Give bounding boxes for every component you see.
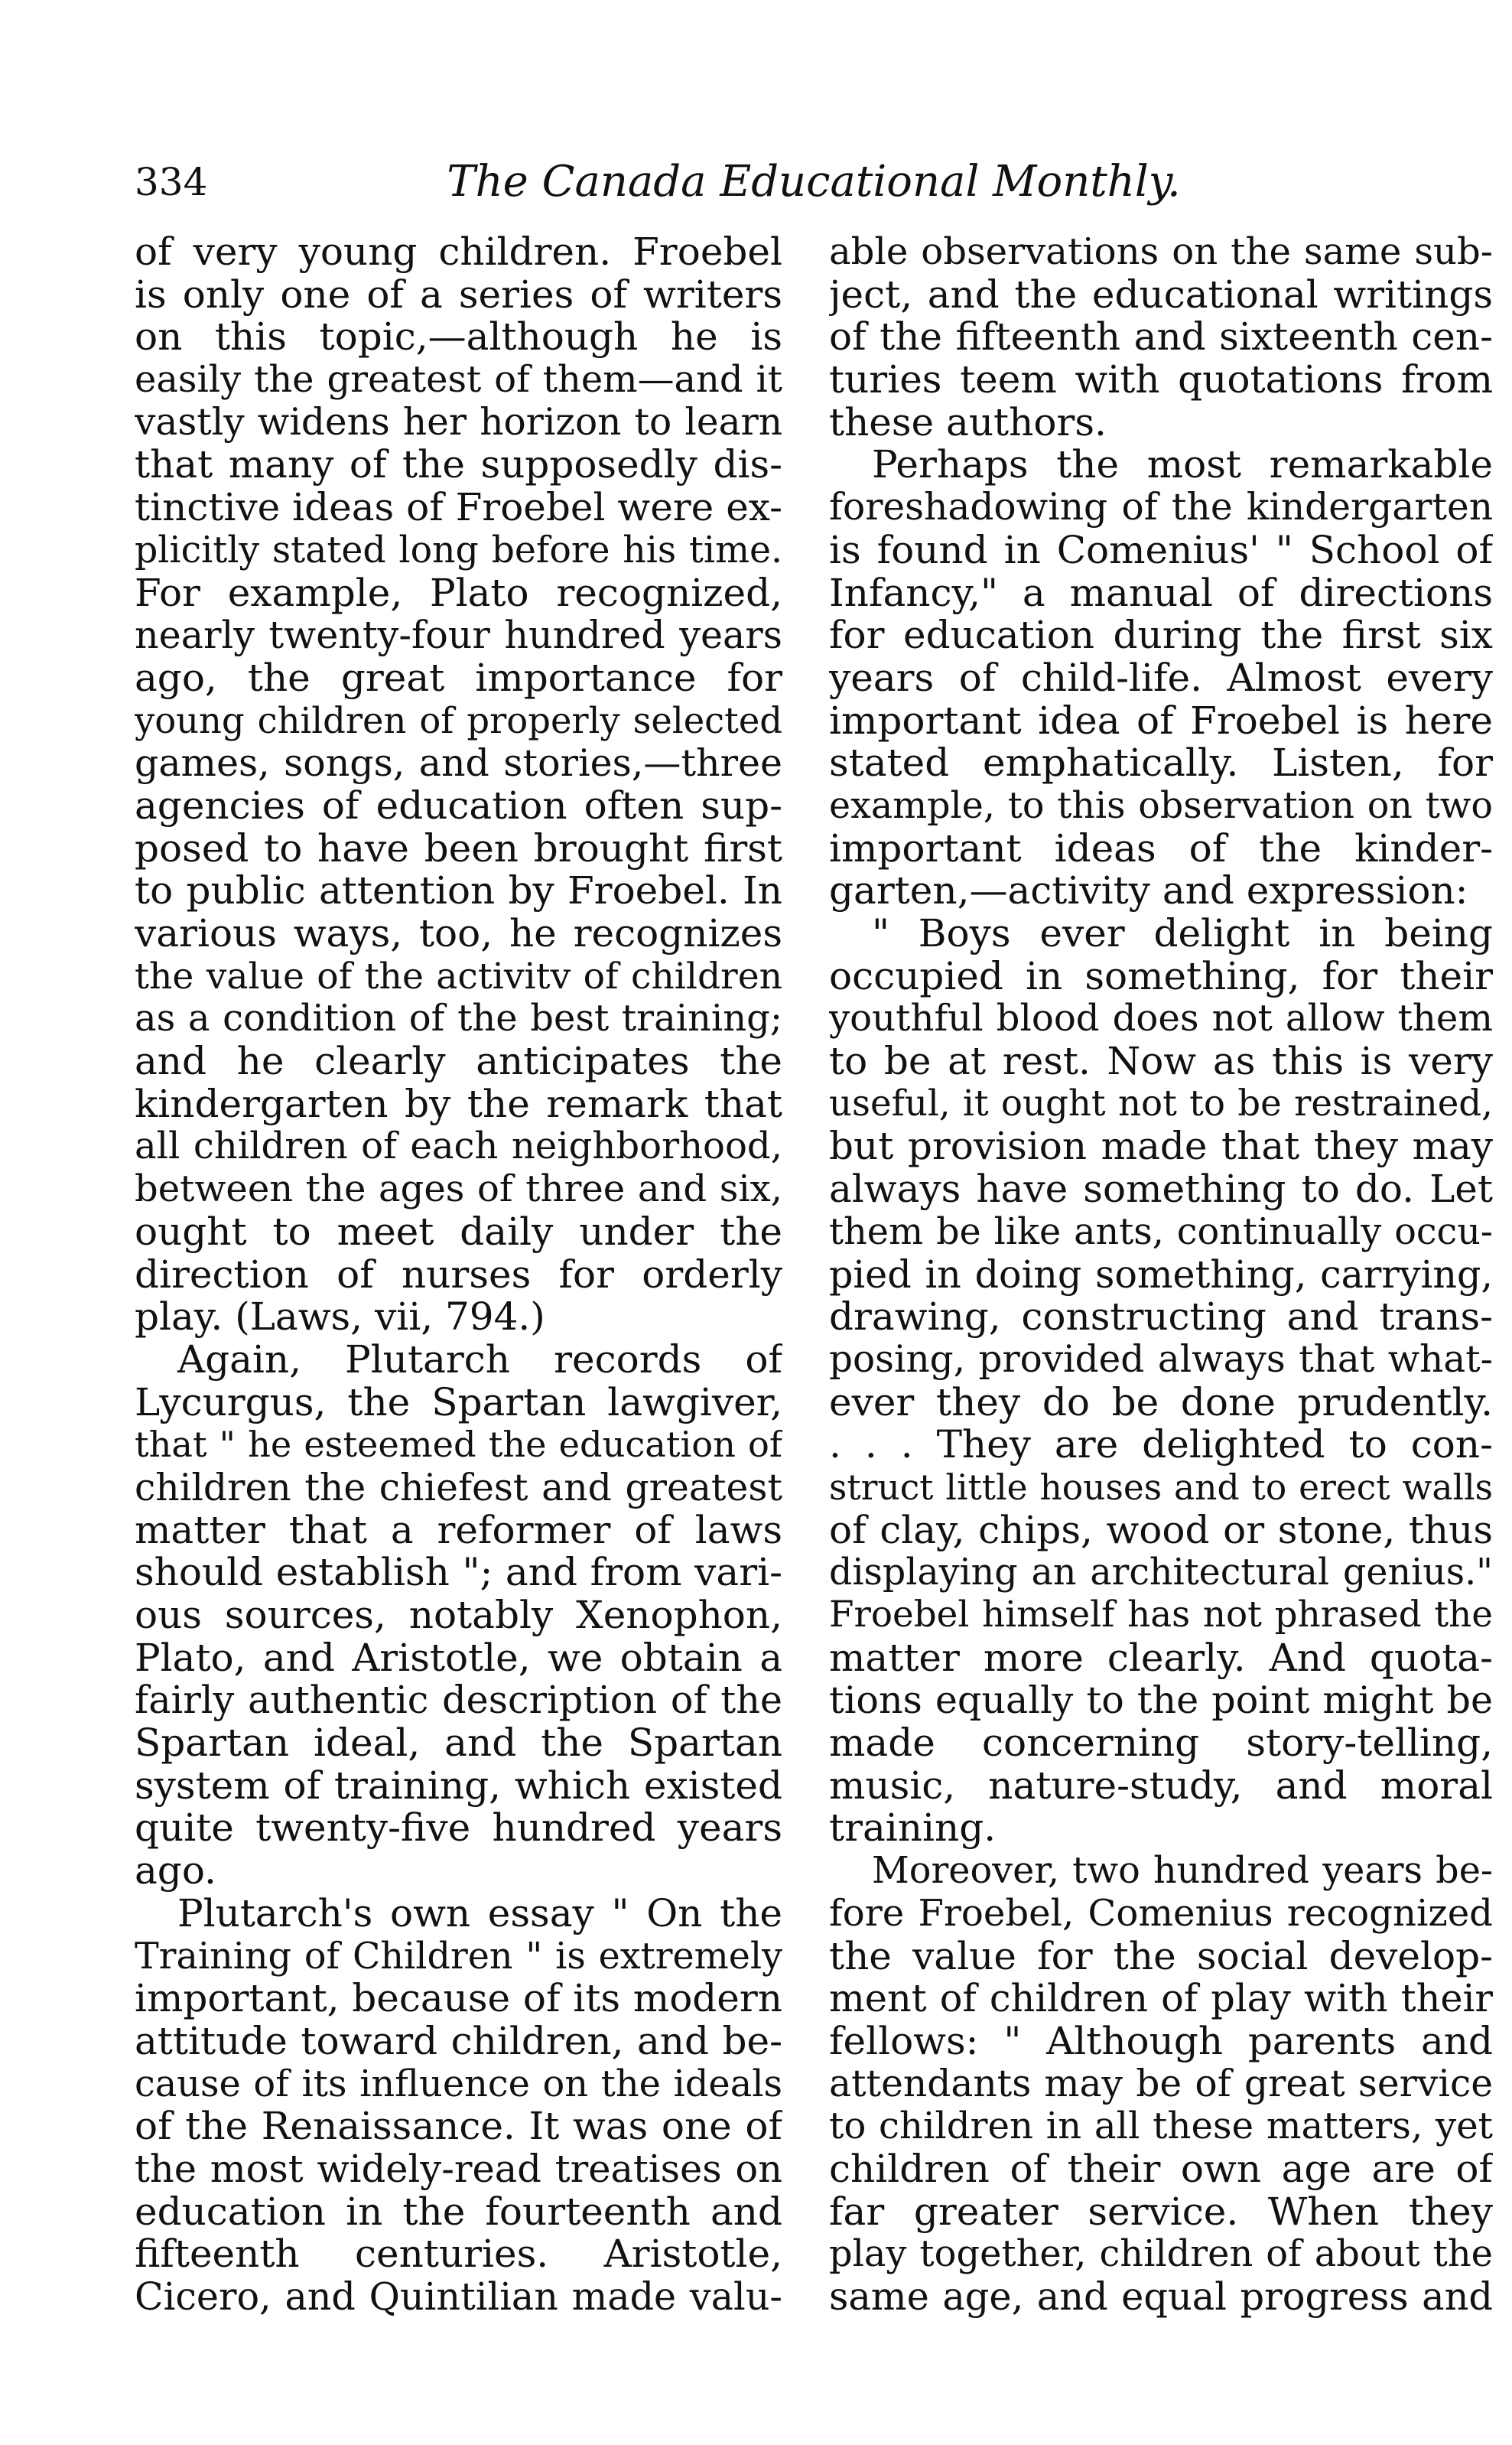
text-line: same age, and equal progress and <box>829 2276 1493 2319</box>
text-line: that many of the supposedly dis- <box>135 444 782 487</box>
text-line: . . . They are delighted to con- <box>829 1424 1493 1467</box>
text-line: able observations on the same sub- <box>829 231 1493 273</box>
page-header <box>135 151 1493 213</box>
text-line: occupied in something, for their <box>829 955 1493 998</box>
text-line: Perhaps the most remarkable <box>872 444 1493 487</box>
text-line: struct little houses and to erect walls <box>829 1467 1493 1508</box>
text-line: ever they do be done prudently. <box>829 1381 1493 1424</box>
text-line: fairly authentic description of the <box>135 1679 782 1723</box>
text-line: the value for the social develop- <box>829 1935 1493 1978</box>
text-line: all children of each neighborhood, <box>135 1125 782 1168</box>
text-line: Cicero, and Quintilian made valu- <box>135 2276 782 2319</box>
text-line: and he clearly anticipates the <box>135 1040 782 1083</box>
text-line: the most widely-read treatises on <box>135 2147 782 2191</box>
text-line: fifteenth centuries. Aristotle, <box>135 2233 782 2276</box>
text-line: Lycurgus, the Spartan lawgiver, <box>135 1381 782 1424</box>
text-line: cause of its influence on the ideals <box>135 2062 782 2105</box>
text-line: ject, and the educational writings <box>829 273 1493 317</box>
text-line: important idea of Froebel is here <box>829 699 1493 743</box>
text-line: foreshadowing of the kindergarten <box>829 487 1493 529</box>
text-line: tinctive ideas of Froebel were ex- <box>135 487 782 529</box>
text-line: posed to have been brought first <box>135 827 782 871</box>
text-line: system of training, which existed <box>135 1764 782 1808</box>
text-line: vastly widens her horizon to learn <box>135 401 782 444</box>
text-line: that " he esteemed the education of <box>135 1424 782 1466</box>
text-line: posing, provided always that what- <box>829 1338 1493 1381</box>
text-line: to be at rest. Now as this is very <box>829 1040 1493 1083</box>
text-line: attendants may be of great service <box>829 2062 1493 2105</box>
text-line: them be like ants, continually occu- <box>829 1210 1493 1253</box>
text-line: fore Froebel, Comenius recognized <box>829 1892 1493 1935</box>
text-line: Spartan ideal, and the Spartan <box>135 1722 782 1765</box>
text-line: easily the greatest of them—and it <box>135 359 782 402</box>
text-line: kindergarten by the remark that <box>135 1083 782 1126</box>
text-line: fellows: " Although parents and <box>829 2020 1493 2063</box>
text-line: is found in Comenius' " School of <box>829 529 1493 572</box>
text-line: but provision made that they may <box>829 1125 1493 1169</box>
text-line: Froebel himself has not phrased the <box>829 1594 1493 1636</box>
text-line: Moreover, two hundred years be- <box>872 1850 1493 1893</box>
text-line: children of their own age are of <box>829 2147 1493 2191</box>
text-line: of the fifteenth and sixteenth cen- <box>829 316 1493 360</box>
text-line: agencies of education often sup- <box>135 784 782 828</box>
page-number: 334 <box>135 160 208 204</box>
text-line: music, nature-study, and moral <box>829 1764 1493 1808</box>
text-line: of the Renaissance. It was one of <box>135 2105 782 2148</box>
text-line: For example, Plato recognized, <box>135 571 782 615</box>
text-line: Training of Children " is extremely <box>135 1935 782 1978</box>
text-line: ago. <box>135 1850 216 1893</box>
text-line: displaying an architectural genius." <box>829 1551 1493 1594</box>
text-line: play. (Laws, vii, 794.) <box>135 1296 545 1339</box>
text-line: ago, the great importance for <box>135 656 782 700</box>
text-line: the value of the activitv of children <box>135 955 782 998</box>
text-line: to children in all these matters, yet <box>829 2105 1493 2148</box>
text-line: games, songs, and stories,—three <box>135 742 782 785</box>
text-line: Plato, and Aristotle, we obtain a <box>135 1636 782 1680</box>
text-line: is only one of a series of writers <box>135 273 782 317</box>
text-line: to public attention by Froebel. In <box>135 870 782 913</box>
text-line: as a condition of the best training; <box>135 998 782 1040</box>
right-text-column <box>829 231 1493 2319</box>
text-line: on this topic,—although he is <box>135 316 782 360</box>
text-line: turies teem with quotations from <box>829 359 1493 402</box>
text-line: drawing, constructing and trans- <box>829 1296 1493 1339</box>
text-line: play together, children of about the <box>829 2233 1493 2276</box>
text-line: Plutarch's own essay " On the <box>177 1892 782 1935</box>
text-line: these authors. <box>829 401 1107 444</box>
text-line: youthful blood does not allow them <box>829 998 1493 1040</box>
text-line: various ways, too, he recognizes <box>135 913 782 956</box>
text-line: pied in doing something, carrying, <box>829 1253 1493 1297</box>
text-line: plicitly stated long before his time. <box>135 529 782 571</box>
text-line: useful, it ought not to be restrained, <box>829 1083 1493 1125</box>
text-line: education in the fourteenth and <box>135 2190 782 2234</box>
text-line: nearly twenty-four hundred years <box>135 614 782 657</box>
text-line: tions equally to the point might be <box>829 1679 1493 1723</box>
text-line: important, because of its modern <box>135 1978 782 2020</box>
text-line: training. <box>829 1807 997 1851</box>
text-line: direction of nurses for orderly <box>135 1253 782 1297</box>
text-line: attitude toward children, and be- <box>135 2020 782 2063</box>
text-line: matter that a reformer of laws <box>135 1509 782 1552</box>
text-line: ment of children of play with their <box>829 1978 1493 2020</box>
text-line: of clay, chips, wood or stone, thus <box>829 1509 1493 1552</box>
text-line: example, to this observation on two <box>829 784 1493 827</box>
text-line: years of child-life. Almost every <box>829 656 1493 700</box>
text-line: for education during the first six <box>829 614 1493 657</box>
text-line: far greater service. When they <box>829 2190 1493 2234</box>
text-line: between the ages of three and six, <box>135 1168 782 1211</box>
text-line: " Boys ever delight in being <box>872 913 1493 956</box>
text-line: children the chiefest and greatest <box>135 1466 782 1509</box>
text-line: garten,—activity and expression: <box>829 870 1468 913</box>
text-line: young children of properly selected <box>135 699 782 741</box>
text-line: always have something to do. Let <box>829 1168 1493 1211</box>
text-line: important ideas of the kinder- <box>829 827 1493 871</box>
text-line: quite twenty-five hundred years <box>135 1807 782 1851</box>
text-line: should establish "; and from vari- <box>135 1551 782 1594</box>
text-line: matter more clearly. And quota- <box>829 1636 1493 1680</box>
text-line: Again, Plutarch records of <box>177 1338 782 1382</box>
text-line: of very young children. Froebel <box>135 231 782 274</box>
text-line: made concerning story-telling, <box>829 1722 1493 1765</box>
running-title: The Canada Educational Monthly. <box>447 157 1181 207</box>
text-line: ought to meet daily under the <box>135 1210 782 1254</box>
text-line: ous sources, notably Xenophon, <box>135 1594 782 1637</box>
text-line: stated emphatically. Listen, for <box>829 742 1493 785</box>
text-line: Infancy," a manual of directions <box>829 571 1493 615</box>
left-text-column <box>135 231 782 2319</box>
